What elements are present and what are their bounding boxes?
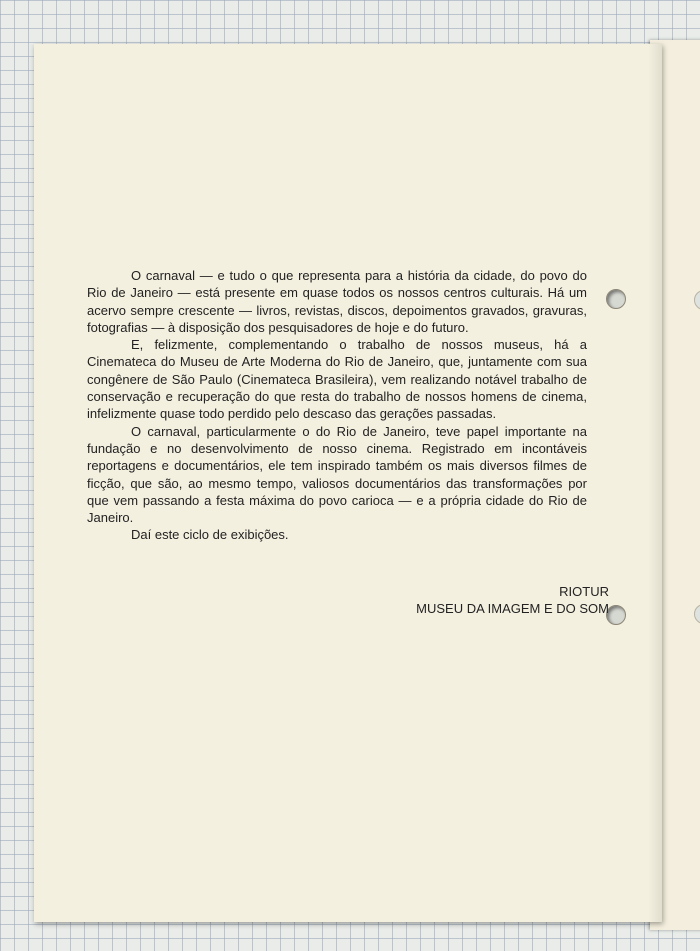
document-page: [34, 44, 662, 922]
adjacent-page-punch-hole: [694, 290, 700, 310]
adjacent-page-punch-hole: [694, 604, 700, 624]
page-spine-shadow: [648, 44, 662, 922]
closing-line: Daí este ciclo de exibições.: [131, 527, 289, 543]
signature-riotur: RIOTUR: [559, 584, 609, 599]
signature-museum: MUSEU DA IMAGEM E DO SOM: [416, 601, 609, 617]
punch-hole: [606, 289, 626, 309]
signature-block: [87, 583, 609, 618]
paragraph-carnival-heritage: O carnaval — e tudo o que representa para a história da cidade, do povo do Rio de Janeiro — está presente em quase todos os nossos centros culturais. Há um acervo sempre crescente — livros, revistas, discos, depoimentos gravados, gravuras, fotografias — à disposição dos pesquisadores de hoje e do futuro.: [87, 268, 587, 335]
punch-hole: [606, 605, 626, 625]
paragraph-carnival-cinema: O carnaval, particularmente o do Rio de Janeiro, teve papel importante na fundação e no desenvolvimento de nosso cinema. Registrado em incontáveis reportagens e documentários, ele tem inspirado também os mais diversos filmes de ficção, que são, ao mesmo tempo, valiosos documentários das transformações por que vem passando a festa máxima do povo carioca — e a própria cidade do Rio de Janeiro.: [87, 423, 587, 526]
body-text: [87, 267, 587, 544]
paragraph-cinemateca: E, felizmente, complementando o trabalho de nossos museus, há a Cinemateca do Museu de Arte Moderna do Rio de Janeiro, que, juntamente com sua congênere de São Paulo (Cinemateca Brasileira), vem realizando notável trabalho de conservação e recuperação do que resta do trabalho de nossos homens de cinema, infelizmente quase todo perdido pelo descaso das gerações passadas.: [87, 337, 587, 422]
